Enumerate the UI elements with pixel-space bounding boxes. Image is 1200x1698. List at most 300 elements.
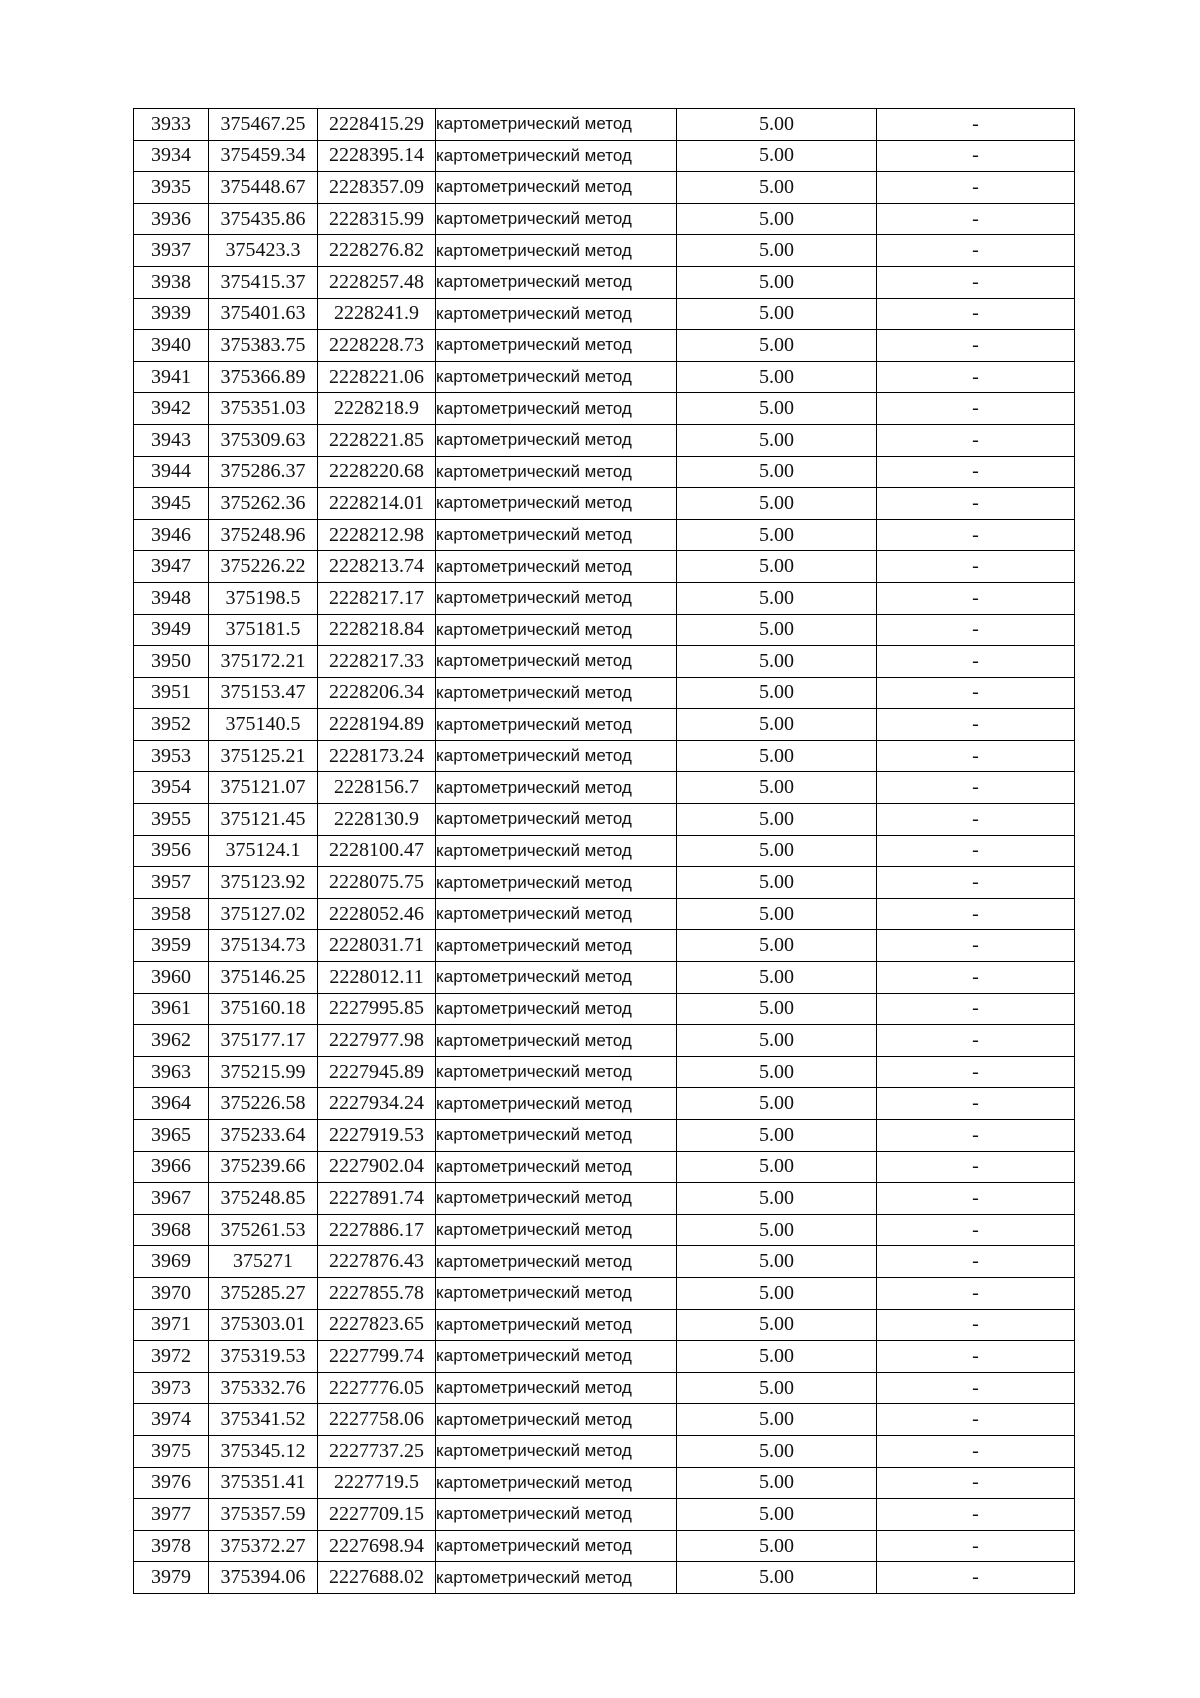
point-number-cell: 3952 (134, 709, 209, 741)
point-number-cell: 3935 (134, 172, 209, 204)
x-coordinate-cell: 375285.27 (209, 1277, 318, 1309)
point-number-cell: 3947 (134, 551, 209, 583)
point-number-cell: 3936 (134, 203, 209, 235)
table-row (134, 1088, 1075, 1120)
y-coordinate-cell: 2228357.09 (318, 172, 436, 204)
table-row (134, 235, 1075, 267)
x-coordinate-cell: 375394.06 (209, 1562, 318, 1594)
y-coordinate-cell: 2228100.47 (318, 835, 436, 867)
precision-cell: 5.00 (677, 1404, 877, 1436)
point-number-cell: 3974 (134, 1404, 209, 1436)
table-row (134, 772, 1075, 804)
y-coordinate-cell: 2228241.9 (318, 298, 436, 330)
point-number-cell: 3943 (134, 424, 209, 456)
precision-cell: 5.00 (677, 898, 877, 930)
method-cell: картометрический метод (436, 930, 677, 962)
method-cell: картометрический метод (436, 614, 677, 646)
method-cell: картометрический метод (436, 330, 677, 362)
x-coordinate-cell: 375303.01 (209, 1309, 318, 1341)
precision-cell: 5.00 (677, 551, 877, 583)
point-number-cell: 3973 (134, 1372, 209, 1404)
method-cell: картометрический метод (436, 1246, 677, 1278)
precision-cell: 5.00 (677, 614, 877, 646)
note-cell: - (877, 835, 1075, 867)
note-cell: - (877, 614, 1075, 646)
method-cell: картометрический метод (436, 993, 677, 1025)
point-number-cell: 3966 (134, 1151, 209, 1183)
note-cell: - (877, 551, 1075, 583)
y-coordinate-cell: 2228221.06 (318, 361, 436, 393)
table-row (134, 1214, 1075, 1246)
precision-cell: 5.00 (677, 1088, 877, 1120)
y-coordinate-cell: 2228415.29 (318, 109, 436, 141)
method-cell: картометрический метод (436, 1151, 677, 1183)
note-cell: - (877, 1183, 1075, 1215)
y-coordinate-cell: 2227758.06 (318, 1404, 436, 1436)
table-row (134, 1056, 1075, 1088)
method-cell: картометрический метод (436, 361, 677, 393)
x-coordinate-cell: 375248.96 (209, 519, 318, 551)
note-cell: - (877, 1088, 1075, 1120)
x-coordinate-cell: 375181.5 (209, 614, 318, 646)
point-number-cell: 3944 (134, 456, 209, 488)
y-coordinate-cell: 2227945.89 (318, 1056, 436, 1088)
table-row (134, 1404, 1075, 1436)
x-coordinate-cell: 375125.21 (209, 740, 318, 772)
method-cell: картометрический метод (436, 551, 677, 583)
table-row (134, 140, 1075, 172)
point-number-cell: 3967 (134, 1183, 209, 1215)
method-cell: картометрический метод (436, 1341, 677, 1373)
table-row (134, 1467, 1075, 1499)
table-row (134, 1562, 1075, 1594)
precision-cell: 5.00 (677, 1277, 877, 1309)
point-number-cell: 3946 (134, 519, 209, 551)
y-coordinate-cell: 2227977.98 (318, 1025, 436, 1057)
precision-cell: 5.00 (677, 456, 877, 488)
point-number-cell: 3968 (134, 1214, 209, 1246)
point-number-cell: 3951 (134, 677, 209, 709)
table-row (134, 867, 1075, 899)
point-number-cell: 3964 (134, 1088, 209, 1120)
note-cell: - (877, 993, 1075, 1025)
x-coordinate-cell: 375140.5 (209, 709, 318, 741)
note-cell: - (877, 172, 1075, 204)
precision-cell: 5.00 (677, 1056, 877, 1088)
y-coordinate-cell: 2228217.33 (318, 646, 436, 678)
note-cell: - (877, 962, 1075, 994)
precision-cell: 5.00 (677, 1183, 877, 1215)
point-number-cell: 3958 (134, 898, 209, 930)
x-coordinate-cell: 375319.53 (209, 1341, 318, 1373)
coordinates-table-body (134, 109, 1075, 1594)
y-coordinate-cell: 2227886.17 (318, 1214, 436, 1246)
y-coordinate-cell: 2227737.25 (318, 1435, 436, 1467)
method-cell: картометрический метод (436, 1183, 677, 1215)
method-cell: картометрический метод (436, 898, 677, 930)
note-cell: - (877, 1435, 1075, 1467)
y-coordinate-cell: 2228213.74 (318, 551, 436, 583)
note-cell: - (877, 1530, 1075, 1562)
method-cell: картометрический метод (436, 1025, 677, 1057)
coordinates-table (133, 108, 1075, 1594)
x-coordinate-cell: 375261.53 (209, 1214, 318, 1246)
precision-cell: 5.00 (677, 1530, 877, 1562)
method-cell: картометрический метод (436, 1467, 677, 1499)
note-cell: - (877, 235, 1075, 267)
x-coordinate-cell: 375127.02 (209, 898, 318, 930)
precision-cell: 5.00 (677, 330, 877, 362)
precision-cell: 5.00 (677, 1372, 877, 1404)
y-coordinate-cell: 2228218.84 (318, 614, 436, 646)
precision-cell: 5.00 (677, 1499, 877, 1531)
note-cell: - (877, 930, 1075, 962)
precision-cell: 5.00 (677, 804, 877, 836)
table-row (134, 1435, 1075, 1467)
note-cell: - (877, 582, 1075, 614)
x-coordinate-cell: 375146.25 (209, 962, 318, 994)
method-cell: картометрический метод (436, 1056, 677, 1088)
x-coordinate-cell: 375233.64 (209, 1120, 318, 1152)
method-cell: картометрический метод (436, 298, 677, 330)
note-cell: - (877, 1404, 1075, 1436)
x-coordinate-cell: 375423.3 (209, 235, 318, 267)
x-coordinate-cell: 375383.75 (209, 330, 318, 362)
y-coordinate-cell: 2227709.15 (318, 1499, 436, 1531)
method-cell: картометрический метод (436, 488, 677, 520)
precision-cell: 5.00 (677, 424, 877, 456)
table-row (134, 519, 1075, 551)
point-number-cell: 3939 (134, 298, 209, 330)
y-coordinate-cell: 2228075.75 (318, 867, 436, 899)
point-number-cell: 3960 (134, 962, 209, 994)
x-coordinate-cell: 375415.37 (209, 266, 318, 298)
table-row (134, 1530, 1075, 1562)
table-row (134, 1151, 1075, 1183)
y-coordinate-cell: 2228220.68 (318, 456, 436, 488)
point-number-cell: 3934 (134, 140, 209, 172)
precision-cell: 5.00 (677, 930, 877, 962)
point-number-cell: 3940 (134, 330, 209, 362)
precision-cell: 5.00 (677, 1435, 877, 1467)
x-coordinate-cell: 375459.34 (209, 140, 318, 172)
x-coordinate-cell: 375262.36 (209, 488, 318, 520)
note-cell: - (877, 298, 1075, 330)
y-coordinate-cell: 2227902.04 (318, 1151, 436, 1183)
table-row (134, 1025, 1075, 1057)
table-row (134, 709, 1075, 741)
y-coordinate-cell: 2227823.65 (318, 1309, 436, 1341)
note-cell: - (877, 772, 1075, 804)
point-number-cell: 3953 (134, 740, 209, 772)
point-number-cell: 3955 (134, 804, 209, 836)
table-row (134, 393, 1075, 425)
table-row (134, 1183, 1075, 1215)
method-cell: картометрический метод (436, 962, 677, 994)
method-cell: картометрический метод (436, 1435, 677, 1467)
method-cell: картометрический метод (436, 140, 677, 172)
method-cell: картометрический метод (436, 519, 677, 551)
y-coordinate-cell: 2227776.05 (318, 1372, 436, 1404)
note-cell: - (877, 519, 1075, 551)
x-coordinate-cell: 375177.17 (209, 1025, 318, 1057)
y-coordinate-cell: 2228218.9 (318, 393, 436, 425)
table-row (134, 993, 1075, 1025)
method-cell: картометрический метод (436, 740, 677, 772)
note-cell: - (877, 393, 1075, 425)
point-number-cell: 3971 (134, 1309, 209, 1341)
note-cell: - (877, 1467, 1075, 1499)
point-number-cell: 3933 (134, 109, 209, 141)
point-number-cell: 3978 (134, 1530, 209, 1562)
note-cell: - (877, 1120, 1075, 1152)
point-number-cell: 3945 (134, 488, 209, 520)
precision-cell: 5.00 (677, 140, 877, 172)
y-coordinate-cell: 2228228.73 (318, 330, 436, 362)
note-cell: - (877, 867, 1075, 899)
note-cell: - (877, 109, 1075, 141)
x-coordinate-cell: 375372.27 (209, 1530, 318, 1562)
y-coordinate-cell: 2227855.78 (318, 1277, 436, 1309)
point-number-cell: 3937 (134, 235, 209, 267)
note-cell: - (877, 804, 1075, 836)
x-coordinate-cell: 375215.99 (209, 1056, 318, 1088)
precision-cell: 5.00 (677, 488, 877, 520)
method-cell: картометрический метод (436, 1214, 677, 1246)
table-row (134, 740, 1075, 772)
table-row (134, 582, 1075, 614)
precision-cell: 5.00 (677, 361, 877, 393)
precision-cell: 5.00 (677, 740, 877, 772)
precision-cell: 5.00 (677, 962, 877, 994)
precision-cell: 5.00 (677, 993, 877, 1025)
x-coordinate-cell: 375248.85 (209, 1183, 318, 1215)
note-cell: - (877, 361, 1075, 393)
table-row (134, 109, 1075, 141)
point-number-cell: 3972 (134, 1341, 209, 1373)
table-row (134, 456, 1075, 488)
point-number-cell: 3962 (134, 1025, 209, 1057)
table-row (134, 551, 1075, 583)
y-coordinate-cell: 2228315.99 (318, 203, 436, 235)
precision-cell: 5.00 (677, 1341, 877, 1373)
x-coordinate-cell: 375351.41 (209, 1467, 318, 1499)
point-number-cell: 3965 (134, 1120, 209, 1152)
method-cell: картометрический метод (436, 582, 677, 614)
precision-cell: 5.00 (677, 1214, 877, 1246)
table-row (134, 930, 1075, 962)
note-cell: - (877, 677, 1075, 709)
note-cell: - (877, 898, 1075, 930)
method-cell: картометрический метод (436, 172, 677, 204)
method-cell: картометрический метод (436, 646, 677, 678)
precision-cell: 5.00 (677, 1246, 877, 1278)
x-coordinate-cell: 375271 (209, 1246, 318, 1278)
table-row (134, 488, 1075, 520)
note-cell: - (877, 1499, 1075, 1531)
method-cell: картометрический метод (436, 109, 677, 141)
x-coordinate-cell: 375332.76 (209, 1372, 318, 1404)
note-cell: - (877, 203, 1075, 235)
point-number-cell: 3976 (134, 1467, 209, 1499)
method-cell: картометрический метод (436, 1120, 677, 1152)
table-row (134, 835, 1075, 867)
precision-cell: 5.00 (677, 235, 877, 267)
precision-cell: 5.00 (677, 646, 877, 678)
point-number-cell: 3954 (134, 772, 209, 804)
note-cell: - (877, 1214, 1075, 1246)
x-coordinate-cell: 375172.21 (209, 646, 318, 678)
table-row (134, 1309, 1075, 1341)
point-number-cell: 3959 (134, 930, 209, 962)
method-cell: картометрический метод (436, 772, 677, 804)
y-coordinate-cell: 2228221.85 (318, 424, 436, 456)
precision-cell: 5.00 (677, 393, 877, 425)
point-number-cell: 3948 (134, 582, 209, 614)
precision-cell: 5.00 (677, 109, 877, 141)
table-row (134, 298, 1075, 330)
table-row (134, 203, 1075, 235)
method-cell: картометрический метод (436, 867, 677, 899)
method-cell: картометрический метод (436, 1309, 677, 1341)
method-cell: картометрический метод (436, 677, 677, 709)
method-cell: картометрический метод (436, 393, 677, 425)
table-row (134, 1341, 1075, 1373)
x-coordinate-cell: 375341.52 (209, 1404, 318, 1436)
table-row (134, 172, 1075, 204)
x-coordinate-cell: 375121.07 (209, 772, 318, 804)
y-coordinate-cell: 2227995.85 (318, 993, 436, 1025)
note-cell: - (877, 1056, 1075, 1088)
y-coordinate-cell: 2228130.9 (318, 804, 436, 836)
y-coordinate-cell: 2228194.89 (318, 709, 436, 741)
precision-cell: 5.00 (677, 867, 877, 899)
table-row (134, 1120, 1075, 1152)
method-cell: картометрический метод (436, 203, 677, 235)
precision-cell: 5.00 (677, 582, 877, 614)
note-cell: - (877, 424, 1075, 456)
y-coordinate-cell: 2228052.46 (318, 898, 436, 930)
y-coordinate-cell: 2228173.24 (318, 740, 436, 772)
table-row (134, 646, 1075, 678)
x-coordinate-cell: 375435.86 (209, 203, 318, 235)
y-coordinate-cell: 2228217.17 (318, 582, 436, 614)
table-row (134, 614, 1075, 646)
precision-cell: 5.00 (677, 835, 877, 867)
method-cell: картометрический метод (436, 1088, 677, 1120)
table-row (134, 424, 1075, 456)
method-cell: картометрический метод (436, 1530, 677, 1562)
method-cell: картометрический метод (436, 456, 677, 488)
y-coordinate-cell: 2227934.24 (318, 1088, 436, 1120)
x-coordinate-cell: 375401.63 (209, 298, 318, 330)
x-coordinate-cell: 375226.58 (209, 1088, 318, 1120)
precision-cell: 5.00 (677, 1309, 877, 1341)
table-row (134, 330, 1075, 362)
note-cell: - (877, 1309, 1075, 1341)
x-coordinate-cell: 375345.12 (209, 1435, 318, 1467)
x-coordinate-cell: 375123.92 (209, 867, 318, 899)
note-cell: - (877, 1341, 1075, 1373)
y-coordinate-cell: 2227876.43 (318, 1246, 436, 1278)
note-cell: - (877, 709, 1075, 741)
x-coordinate-cell: 375448.67 (209, 172, 318, 204)
x-coordinate-cell: 375198.5 (209, 582, 318, 614)
y-coordinate-cell: 2228214.01 (318, 488, 436, 520)
point-number-cell: 3957 (134, 867, 209, 899)
x-coordinate-cell: 375121.45 (209, 804, 318, 836)
method-cell: картометрический метод (436, 835, 677, 867)
method-cell: картометрический метод (436, 709, 677, 741)
point-number-cell: 3956 (134, 835, 209, 867)
y-coordinate-cell: 2228395.14 (318, 140, 436, 172)
y-coordinate-cell: 2227799.74 (318, 1341, 436, 1373)
note-cell: - (877, 1151, 1075, 1183)
table-row (134, 266, 1075, 298)
x-coordinate-cell: 375309.63 (209, 424, 318, 456)
point-number-cell: 3979 (134, 1562, 209, 1594)
y-coordinate-cell: 2228012.11 (318, 962, 436, 994)
table-row (134, 1372, 1075, 1404)
method-cell: картометрический метод (436, 1277, 677, 1309)
precision-cell: 5.00 (677, 1562, 877, 1594)
precision-cell: 5.00 (677, 1467, 877, 1499)
point-number-cell: 3970 (134, 1277, 209, 1309)
point-number-cell: 3977 (134, 1499, 209, 1531)
precision-cell: 5.00 (677, 1025, 877, 1057)
y-coordinate-cell: 2228156.7 (318, 772, 436, 804)
x-coordinate-cell: 375351.03 (209, 393, 318, 425)
note-cell: - (877, 740, 1075, 772)
method-cell: картометрический метод (436, 1562, 677, 1594)
table-row (134, 677, 1075, 709)
x-coordinate-cell: 375239.66 (209, 1151, 318, 1183)
note-cell: - (877, 1562, 1075, 1594)
table-row (134, 361, 1075, 393)
point-number-cell: 3949 (134, 614, 209, 646)
method-cell: картометрический метод (436, 266, 677, 298)
precision-cell: 5.00 (677, 1151, 877, 1183)
y-coordinate-cell: 2227719.5 (318, 1467, 436, 1499)
point-number-cell: 3938 (134, 266, 209, 298)
point-number-cell: 3950 (134, 646, 209, 678)
note-cell: - (877, 140, 1075, 172)
precision-cell: 5.00 (677, 772, 877, 804)
y-coordinate-cell: 2228276.82 (318, 235, 436, 267)
precision-cell: 5.00 (677, 677, 877, 709)
note-cell: - (877, 1025, 1075, 1057)
method-cell: картометрический метод (436, 804, 677, 836)
table-row (134, 898, 1075, 930)
table-row (134, 1277, 1075, 1309)
x-coordinate-cell: 375226.22 (209, 551, 318, 583)
x-coordinate-cell: 375357.59 (209, 1499, 318, 1531)
note-cell: - (877, 266, 1075, 298)
note-cell: - (877, 1372, 1075, 1404)
y-coordinate-cell: 2228031.71 (318, 930, 436, 962)
y-coordinate-cell: 2228257.48 (318, 266, 436, 298)
method-cell: картометрический метод (436, 1372, 677, 1404)
x-coordinate-cell: 375366.89 (209, 361, 318, 393)
precision-cell: 5.00 (677, 172, 877, 204)
x-coordinate-cell: 375286.37 (209, 456, 318, 488)
y-coordinate-cell: 2228206.34 (318, 677, 436, 709)
note-cell: - (877, 330, 1075, 362)
x-coordinate-cell: 375134.73 (209, 930, 318, 962)
note-cell: - (877, 1246, 1075, 1278)
table-row (134, 1246, 1075, 1278)
y-coordinate-cell: 2227688.02 (318, 1562, 436, 1594)
